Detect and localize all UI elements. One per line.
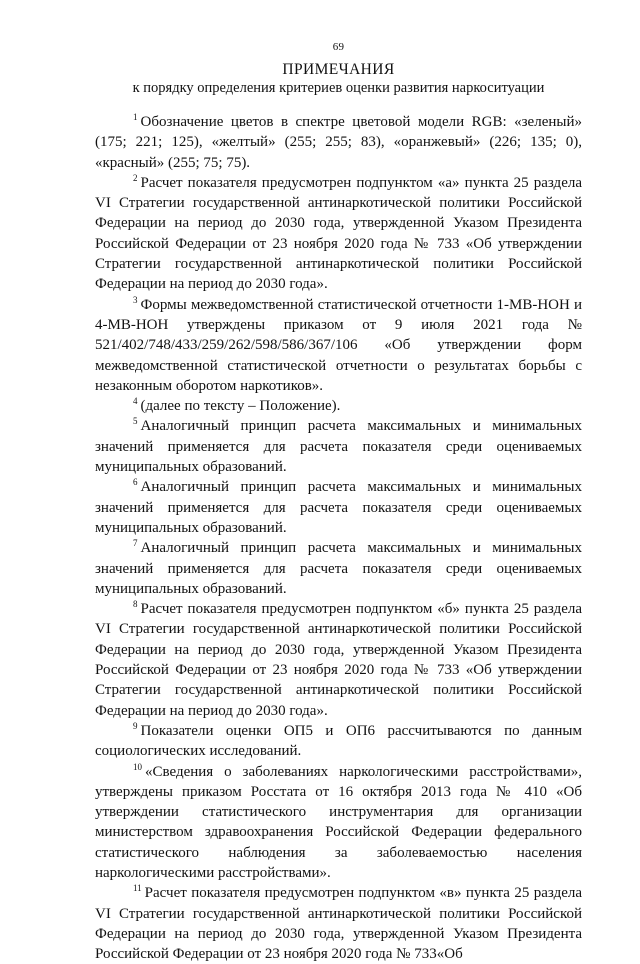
note-number: 8 bbox=[133, 599, 138, 610]
note-number: 4 bbox=[133, 396, 138, 407]
note-number: 7 bbox=[133, 538, 138, 549]
note-6 bbox=[95, 477, 582, 538]
note-text: «Сведения о заболеваниях наркологическими расстройствами», утверждены приказом Росстата от 16 октября 2013 года № 410 «Об утверждении статистического инструментария для организации министерством здравоохранения Российской Федерации федерального статистического наблюдения за заболеваемостью населения наркологическими расстройствами». bbox=[95, 763, 582, 881]
note-text: Аналогичный принцип расчета максимальных и минимальных значений применяется для расчета показателя среди оцениваемых муниципальных образований. bbox=[95, 418, 582, 476]
note-text: Расчет показателя предусмотрен подпунктом «в» пункта 25 раздела VI Стратегии государственной антинаркотической политики Российской Федерации на период до 2030 года, утвержденной Указом Президента Российской Федерации от 23 ноября 2020 года № 733«Об bbox=[95, 885, 582, 963]
note-3 bbox=[95, 295, 582, 396]
note-5 bbox=[95, 416, 582, 477]
note-number: 6 bbox=[133, 477, 138, 488]
note-text: Аналогичный принцип расчета максимальных и минимальных значений применяется для расчета показателя среди оцениваемых муниципальных образований. bbox=[95, 540, 582, 597]
note-1 bbox=[95, 112, 582, 173]
note-number: 3 bbox=[133, 294, 138, 305]
note-text: Показатели оценки ОП5 и ОП6 рассчитываются по данным социологических исследований. bbox=[95, 722, 582, 760]
note-text: Обозначение цветов в спектре цветовой модели RGB: «зеленый» (175; 221; 125), «желтый» (255; 255; 83), «оранжевый» (226; 135; 0), «красный» (255; 75; 75). bbox=[95, 114, 582, 171]
note-10 bbox=[95, 762, 582, 884]
page-subtitle: к порядку определения критериев оценки развития наркоситуации bbox=[132, 80, 545, 96]
note-text: Расчет показателя предусмотрен подпунктом «б» пункта 25 раздела VI Стратегии государственной антинаркотической политики Российской Федерации на период до 2030 года, утвержденной Указом Президента Российской Федерации от 23 ноября 2020 года № 733 «Об утверждении Стратегии государственной антинаркотической политики Российской Федерации на период до 2030 года». bbox=[95, 601, 582, 719]
page-number: 69 bbox=[332, 41, 345, 53]
note-text: Формы межведомственной статистической отчетности 1-МВ-НОН и 4-МВ-НОН утверждены приказом от 9 июля 2021 года № 521/402/748/433/259/262/598/586/367/106 «Об утверждении форм межведомственной статистической отчетности о результатах борьбы с незаконным оборотом наркотиков». bbox=[95, 296, 582, 394]
note-number: 2 bbox=[133, 172, 138, 183]
note-11 bbox=[95, 883, 582, 964]
note-4 bbox=[95, 396, 582, 416]
note-number: 1 bbox=[133, 112, 138, 122]
page-title: ПРИМЕЧАНИЯ bbox=[282, 61, 395, 78]
note-number: 9 bbox=[133, 720, 138, 731]
note-text: (далее по тексту – Положение). bbox=[140, 398, 341, 415]
note-text: Аналогичный принцип расчета максимальных и минимальных значений применяется для расчета показателя среди оцениваемых муниципальных образований. bbox=[95, 479, 582, 536]
note-number: 10 bbox=[133, 761, 142, 772]
note-9 bbox=[95, 721, 582, 762]
note-7 bbox=[95, 538, 582, 599]
note-number: 11 bbox=[133, 883, 142, 894]
notes-list bbox=[95, 112, 582, 964]
note-number: 5 bbox=[133, 416, 138, 427]
note-text: Расчет показателя предусмотрен подпунктом «а» пункта 25 раздела VI Стратегии государственной антинаркотической политики Российской Федерации на период до 2030 года, утвержденной Указом Президента Российской Федерации от 23 ноября 2020 года № 733 «Об утверждении Стратегии государственной антинаркотической политики Российской Федерации на период до 2030 года». bbox=[95, 174, 582, 293]
note-8 bbox=[95, 599, 582, 721]
note-2 bbox=[95, 173, 582, 295]
